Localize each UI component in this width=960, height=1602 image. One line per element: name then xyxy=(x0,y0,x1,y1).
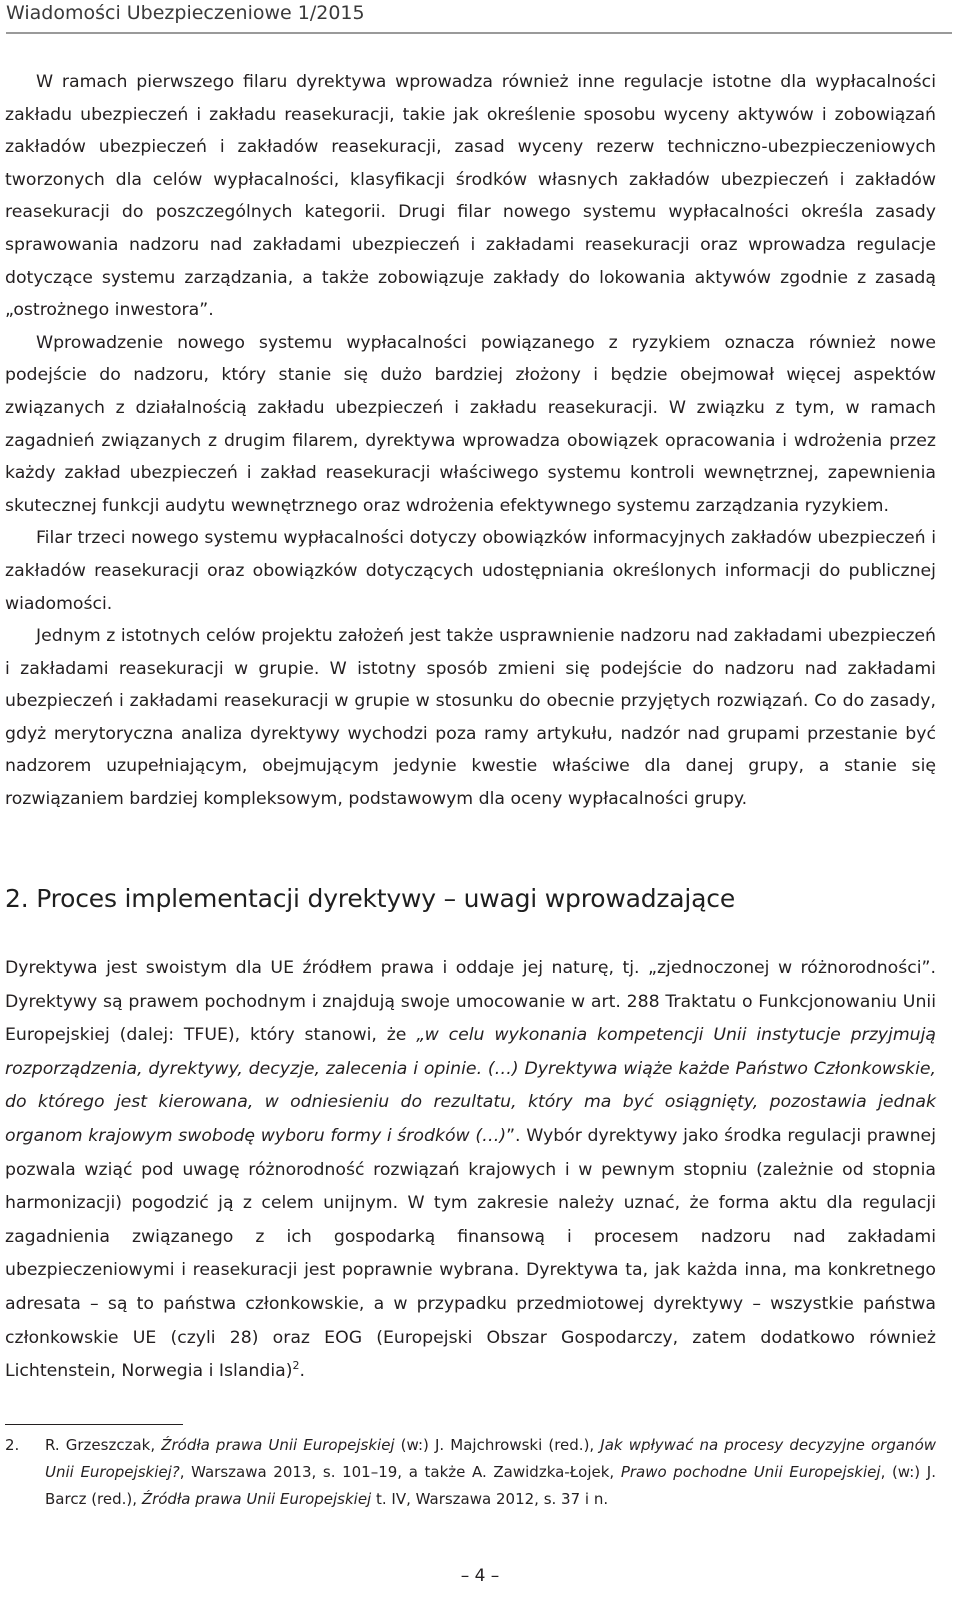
text-run: ”. Wybór dyrektywy jako środka regulacji prawnej pozwala wziąć pod uwagę różnorodność rozwiązań krajowych i w pewnym stopniu (zależnie od stopnia harmonizacji) pogodzić ją z celem unijnym. W tym zakresie należy uznać, że forma aktu dla regulacji zagadnienia związanego z ich gospodarką finansową i procesem nadzoru nad zakładami ubezpieczeniowymi i reasekuracji jest poprawnie wybrana. Dyrektywa ta, jak każda inna, ma konkretnego adresata – są to państwa członkowskie, a w przypadku przedmiotowej dyrektywy – wszystkie państwa członkowskie UE (czyli 28) oraz EOG (Europejski Obszar Gospodarczy, zatem dodatkowo również Lichtenstein, Norwegia i Islandia) xyxy=(5,1125,936,1382)
text-run: t. IV, Warszawa 2012, s. 37 i n. xyxy=(371,1490,609,1508)
text-run: R. Grzeszczak, xyxy=(45,1436,162,1454)
citation-title: Jak wpływać na procesy decyzyjne organów Unii Europejskiej? xyxy=(45,1436,937,1481)
running-header xyxy=(6,0,952,34)
treaty-quote: „w celu wykonania kompetencji Unii instytucje przyjmują rozporządzenia, dyrektywy, decyzje, zalecenia i opinie. (…) Dyrektywa wiąże każde Państwo Członkowskie, do którego jest kierowana, w odniesieniu do rezultatu, który ma być osiągnięty, pozostawia jednak organom krajowym swobodę wyboru formy i środków (…) xyxy=(5,1025,937,1146)
text-run: . xyxy=(299,1361,305,1382)
paragraph: Wprowadzenie nowego systemu wypłacalności powiązanego z ryzykiem oznacza również nowe podejście do nadzoru, który stanie się dużo bardziej złożony i będzie obejmował więcej aspektów związanych z działalnością zakładu ubezpieczeń i zakładu reasekuracji. W związku z tym, w ramach zagadnień związanych z drugim filarem, dyrektywa wprowadza obowiązek opracowania i wdrożenia przez każdy zakład ubezpieczeń i zakład reasekuracji właściwego systemu kontroli wewnętrznej, zapewnienia skutecznej funkcji audytu wewnętrznego oraz wdrożenia efektywnego systemu zarządzania ryzykiem. xyxy=(5,332,936,516)
text-run: , (w:) J. Barcz (red.), xyxy=(45,1463,936,1508)
footnote-text xyxy=(45,1432,936,1513)
paragraph: Jednym z istotnych celów projektu założeń jest także usprawnienie nadzoru nad zakładami ubezpieczeń i zakładami reasekuracji w grupie. W istotny sposób zmieni się podejście do nadzoru nad zakładami ubezpieczeń i zakładami reasekuracji w grupie w stosunku do obecnie przyjętych rozwiązań. Co do zasady, gdyż merytoryczna analiza dyrektywy wychodzi poza ramy artykułu, nadzór nad grupami przestanie być nadzorem uzupełniającym, obejmującym jedynie kwestie właściwe dla danej grupy, a stanie się rozwiązaniem bardziej kompleksowym, podstawowym dla oceny wypłacalności grupy. xyxy=(5,626,936,810)
footnote-number: 2. xyxy=(5,1436,20,1454)
text-run: , Warszawa 2013, s. 101–19, a także A. Zawidzka-Łojek, xyxy=(179,1463,621,1481)
body-text xyxy=(5,66,936,816)
section-heading: 2. Proces implementacji dyrektywy – uwagi wprowadzające xyxy=(5,884,736,913)
citation-title: Źródła prawa Unii Europejskiej xyxy=(161,1436,395,1454)
citation-title: Prawo pochodne Unii Europejskiej xyxy=(620,1463,881,1481)
footnote-divider xyxy=(5,1424,183,1425)
paragraph: Filar trzeci nowego systemu wypłacalności dotyczy obowiązków informacyjnych zakładów ubezpieczeń i zakładów reasekuracji oraz obowiązków dotyczących udostępniania określonych informacji do publicznej wiadomości. xyxy=(5,528,936,614)
citation-title: Źródła prawa Unii Europejskiej xyxy=(141,1490,372,1508)
paragraph: W ramach pierwszego filaru dyrektywa wprowadza również inne regulacje istotne dla wypłacalności zakładu ubezpieczeń i zakładu reasekuracji, takie jak określenie sposobu wyceny aktywów i zobowiązań zakładów ubezpieczeń i zakładów reasekuracji, zasad wyceny rezerw techniczno-ubezpieczeniowych tworzonych dla celów wypłacalności, klasyfikacji środków własnych zakładów ubezpieczeń i zakładów reasekuracji do poszczególnych kategorii. Drugi filar nowego systemu wypłacalności określa zasady sprawowania nadzoru nad zakładami ubezpieczeń i zakładami reasekuracji oraz wprowadza regulacje dotyczące systemu zarządzania, a także zobowiązuje zakłady do lokowania aktywów zgodnie z zasadą „ostrożnego inwestora”. xyxy=(5,72,936,321)
footnote xyxy=(5,1432,936,1513)
section-body xyxy=(5,952,936,1389)
paragraph xyxy=(5,952,936,1389)
page-number: – 4 – xyxy=(460,1566,500,1586)
footnote-ref[interactable]: 2 xyxy=(292,1359,300,1373)
text-run: (w:) J. Majchrowski (red.), xyxy=(394,1436,601,1454)
journal-title: Wiadomości Ubezpieczeniowe 1/2015 xyxy=(6,2,365,24)
text-run: Dyrektywa jest swoistym dla UE źródłem prawa i oddaje jej naturę, tj. „zjednoczonej w różnorodności”. Dyrektywy są prawem pochodnym i znajdują swoje umocowanie w art. 288 Traktatu o Funkcjonowaniu Unii Europejskiej (dalej: TFUE), który stanowi, że xyxy=(5,958,936,1046)
